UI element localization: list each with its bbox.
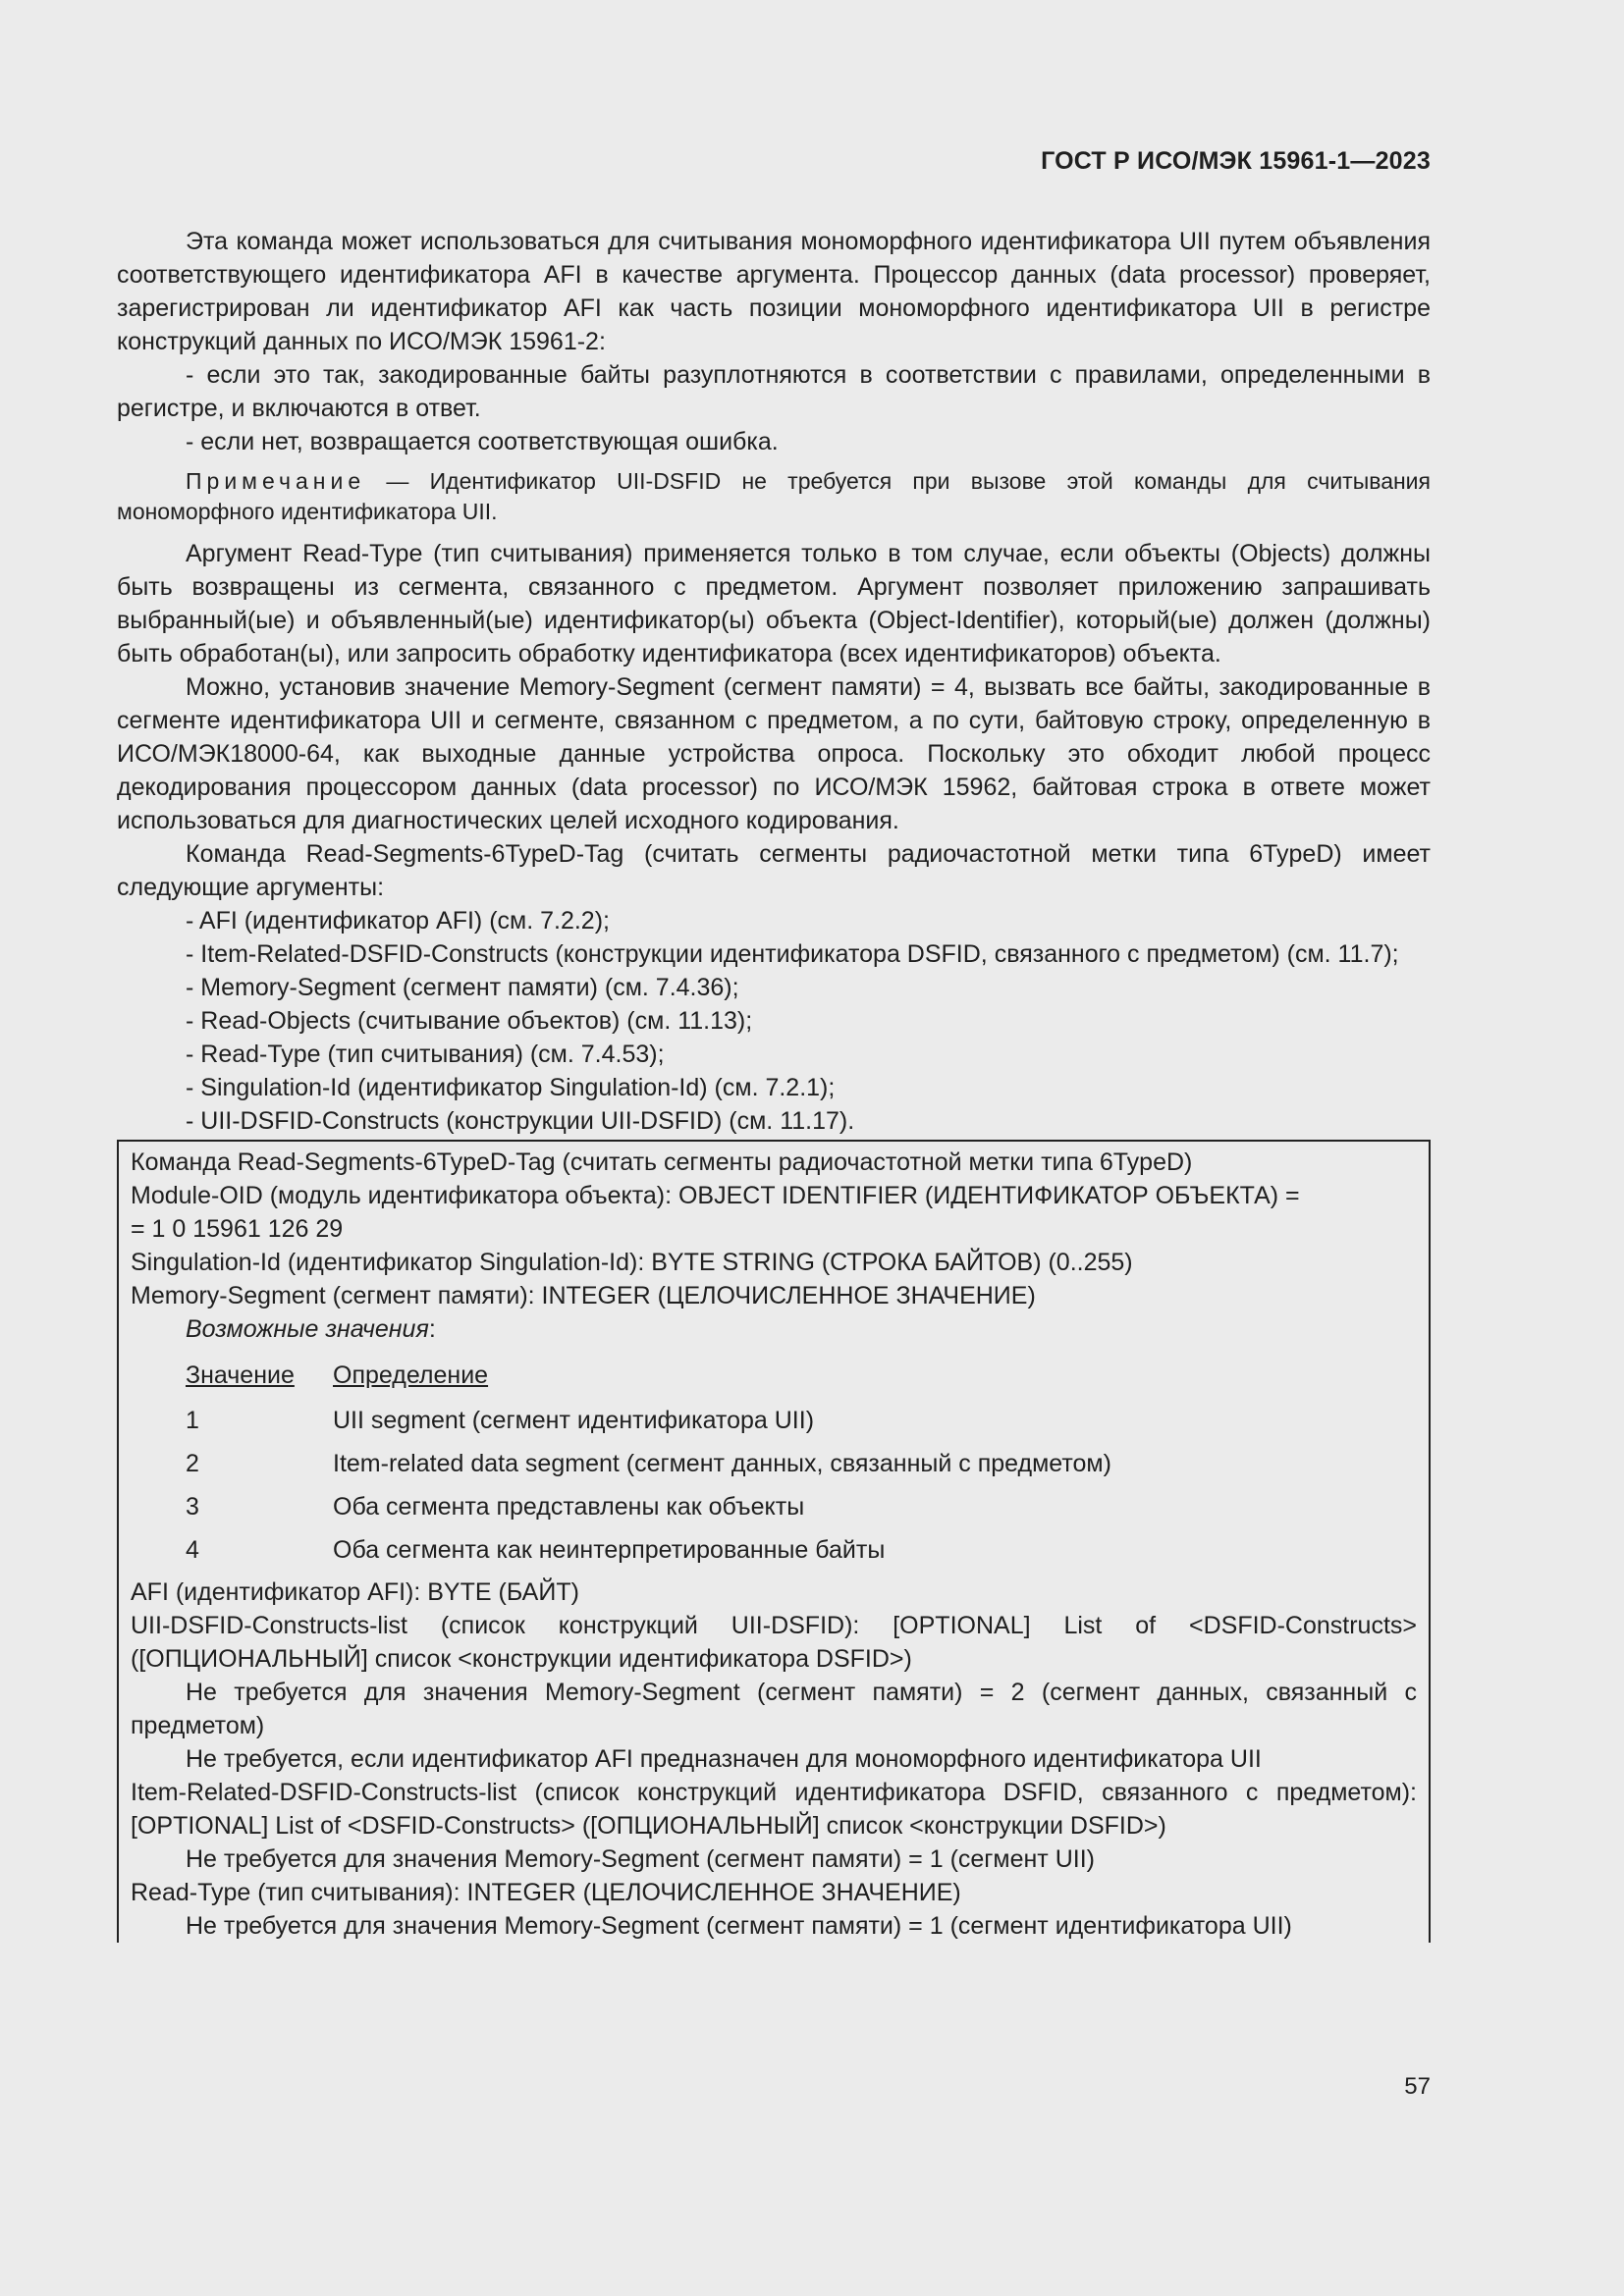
- table-row: [186, 1399, 1111, 1442]
- table-cell: Оба сегмента представлены как объекты: [333, 1493, 805, 1521]
- page-body: [117, 225, 1431, 1943]
- list-item: - Memory-Segment (сегмент памяти) (см. 7.4.36);: [186, 974, 739, 1001]
- list-item: - если это так, закодированные байты разуплотняются в соответствии с правилами, определенными в регистре, и включаются в ответ.: [117, 361, 1431, 422]
- box-line: UII-DSFID-Constructs-list (список конструкций UII-DSFID): [OPTIONAL] List of <DSFID-Constructs> ([ОПЦИОНАЛЬНЫЙ] список <конструкции идентификатора DSFID>): [131, 1612, 1417, 1673]
- box-line: = 1 0 15961 126 29: [131, 1215, 344, 1243]
- box-line: Module-OID (модуль идентификатора объекта): OBJECT IDENTIFIER (ИДЕНТИФИКАТОР ОБЪЕКТА) =: [131, 1182, 1300, 1209]
- table-cell: 1: [186, 1407, 199, 1434]
- box-line: Не требуется для значения Memory-Segment (сегмент памяти) = 1 (сегмент UII): [186, 1845, 1095, 1873]
- list-item: - AFI (идентификатор AFI) (см. 7.2.2);: [186, 907, 610, 934]
- document-header: ГОСТ Р ИСО/МЭК 15961-1—2023: [1041, 147, 1431, 175]
- paragraph-intro: Эта команда может использоваться для считывания мономорфного идентификатора UII путем объявления соответствующего идентификатора AFI в качестве аргумента. Процессор данных (data processor) проверяет, зарегистрирован ли идентификатор AFI как часть позиции мономорфного идентификатора UII в регистре конструкций данных по ИСО/МЭК 15961-2:: [117, 228, 1431, 355]
- table-cell: Оба сегмента как неинтерпретированные байты: [333, 1536, 886, 1564]
- command-definition-box: [117, 1140, 1431, 1943]
- paragraph-command-args: Команда Read-Segments-6TypeD-Tag (считать сегменты радиочастотной метки типа 6TypeD) имеет следующие аргументы:: [117, 840, 1431, 901]
- paragraph-memory-segment: Можно, установив значение Memory-Segment (сегмент памяти) = 4, вызвать все байты, закодированные в сегменте идентификатора UII и сегменте, связанном с предметом, а по сути, байтовую строку, определенную в ИСО/МЭК18000-64, как выходные данные устройства опроса. Поскольку это обходит любой процесс декодирования процессором данных (data processor) по ИСО/МЭК 15962, байтовая строка в ответе может использоваться для диагностических целей исходного кодирования.: [117, 673, 1431, 834]
- list-item: - Read-Objects (считывание объектов) (см. 11.13);: [186, 1007, 753, 1035]
- box-line: Item-Related-DSFID-Constructs-list (список конструкций идентификатора DSFID, связанного с предметом): [OPTIONAL] List of <DSFID-Constructs> ([ОПЦИОНАЛЬНЫЙ] список <конструкции DSFID>): [131, 1779, 1417, 1840]
- table-cell: UII segment (сегмент идентификатора UII): [333, 1407, 815, 1434]
- list-item: - Read-Type (тип считывания) (см. 7.4.53);: [186, 1041, 665, 1068]
- box-line: Singulation-Id (идентификатор Singulation-Id): BYTE STRING (СТРОКА БАЙТОВ) (0..255): [131, 1249, 1133, 1276]
- table-cell: 2: [186, 1450, 199, 1477]
- box-line: Не требуется для значения Memory-Segment (сегмент памяти) = 2 (сегмент данных, связанный с предметом): [131, 1679, 1417, 1739]
- list-item: - UII-DSFID-Constructs (конструкции UII-DSFID) (см. 11.17).: [186, 1107, 855, 1135]
- box-line: Команда Read-Segments-6TypeD-Tag (считать сегменты радиочастотной метки типа 6TypeD): [131, 1148, 1193, 1176]
- table-cell: 4: [186, 1536, 199, 1564]
- possible-values-label: Возможные значения:: [186, 1315, 436, 1343]
- table-row: [186, 1528, 1111, 1572]
- list-item: - Item-Related-DSFID-Constructs (конструкции идентификатора DSFID, связанного с предметом) (см. 11.7);: [186, 940, 1399, 968]
- box-line: Memory-Segment (сегмент памяти): INTEGER (ЦЕЛОЧИСЛЕННОЕ ЗНАЧЕНИЕ): [131, 1282, 1036, 1309]
- values-table: [186, 1356, 1111, 1572]
- list-item: - Singulation-Id (идентификатор Singulation-Id) (см. 7.2.1);: [186, 1074, 836, 1101]
- list-item: - если нет, возвращается соответствующая ошибка.: [186, 428, 779, 455]
- note: [117, 466, 1431, 527]
- table-row: [186, 1442, 1111, 1485]
- box-line: Не требуется для значения Memory-Segment (сегмент памяти) = 1 (сегмент идентификатора UII): [186, 1912, 1292, 1940]
- table-cell: Item-related data segment (сегмент данных, связанный с предметом): [333, 1450, 1111, 1477]
- note-text: — Идентификатор UII-DSFID не требуется при вызове этой команды для считывания мономорфного идентификатора UII.: [117, 468, 1431, 524]
- box-line: Не требуется, если идентификатор AFI предназначен для мономорфного идентификатора UII: [186, 1745, 1262, 1773]
- table-header-definition: Определение: [333, 1362, 489, 1389]
- table-cell: 3: [186, 1493, 199, 1521]
- paragraph-read-type: Аргумент Read-Type (тип считывания) применяется только в том случае, если объекты (Objects) должны быть возвращены из сегмента, связанного с предметом. Аргумент позволяет приложению запрашивать выбранный(ые) и объявленный(ые) идентификатор(ы) объекта (Object-Identifier), который(ые) должен (должны) быть обработан(ы), или запросить обработку идентификатора (всех идентификаторов) объекта.: [117, 540, 1431, 667]
- page-number: 57: [1404, 2073, 1431, 2100]
- table-header-value: Значение: [186, 1362, 295, 1389]
- table-row: [186, 1485, 1111, 1528]
- note-label: Примечание: [186, 468, 366, 494]
- box-line: Read-Type (тип считывания): INTEGER (ЦЕЛОЧИСЛЕННОЕ ЗНАЧЕНИЕ): [131, 1879, 961, 1906]
- box-line: AFI (идентификатор AFI): BYTE (БАЙТ): [131, 1578, 579, 1606]
